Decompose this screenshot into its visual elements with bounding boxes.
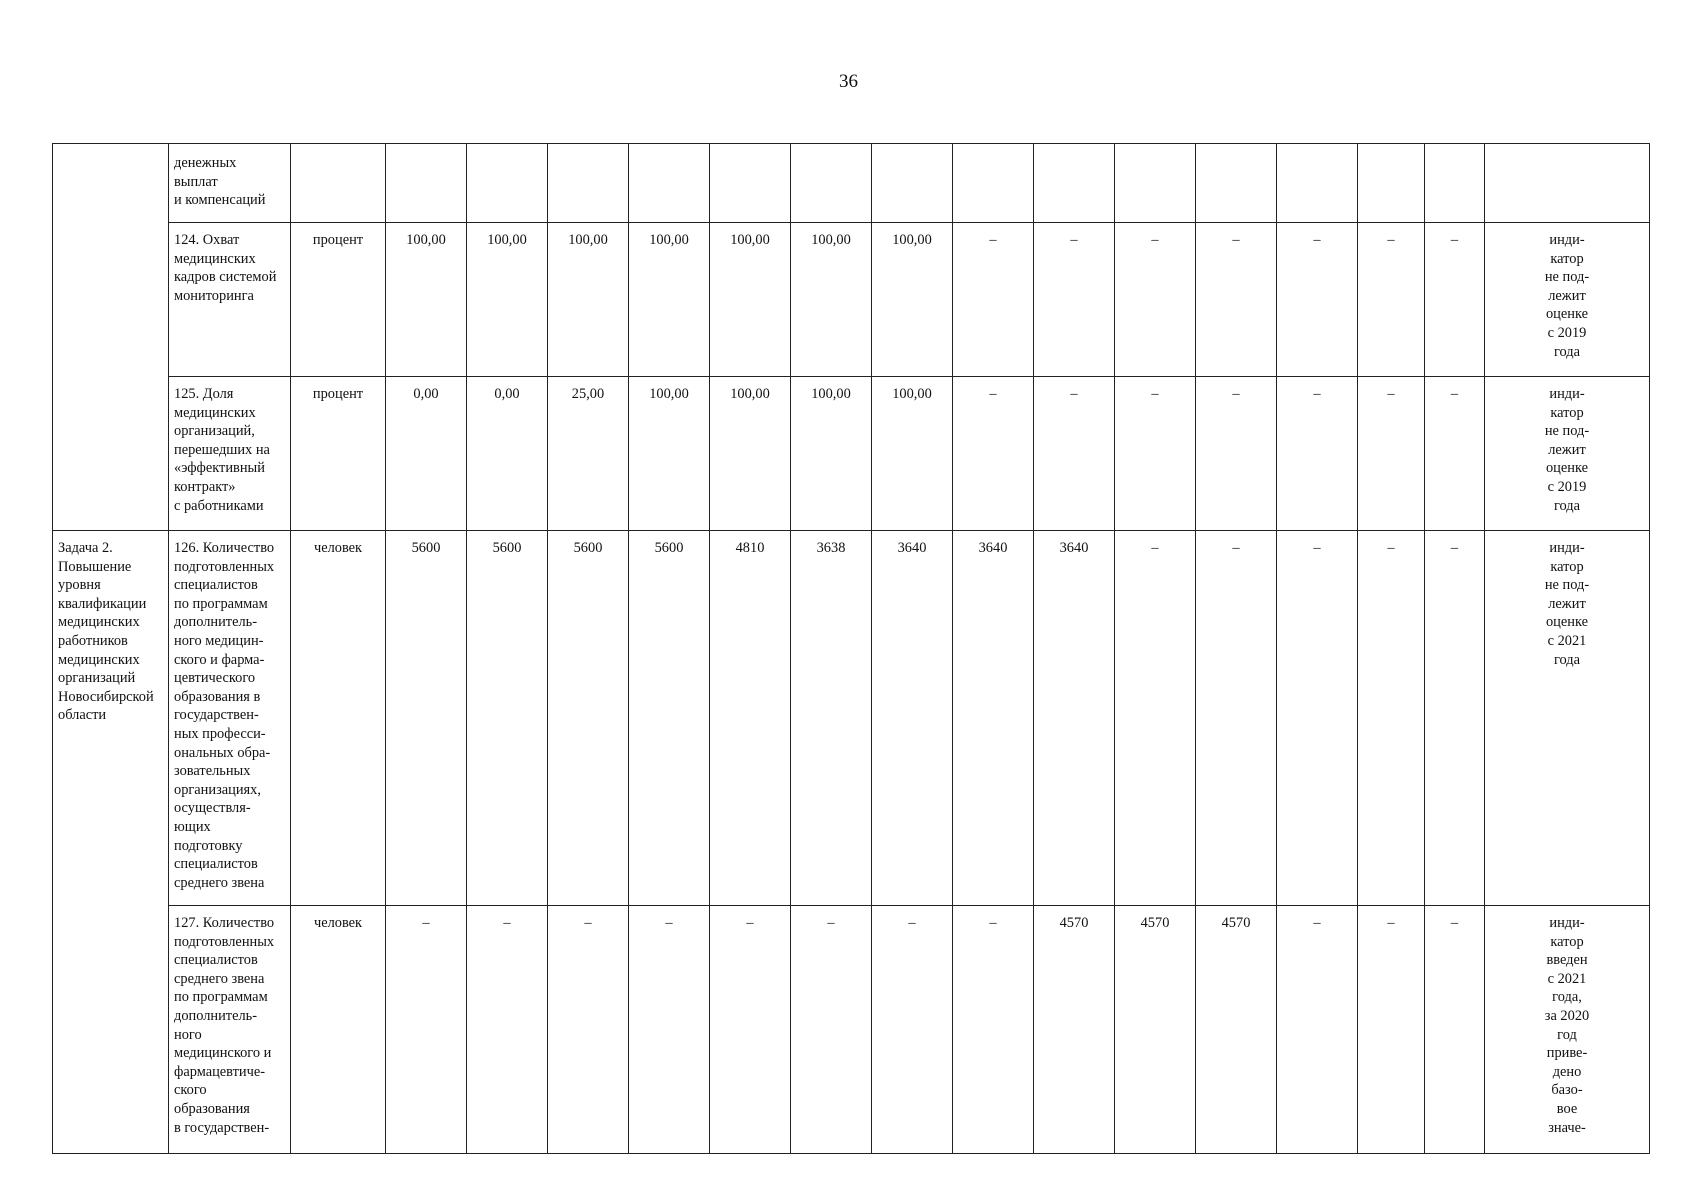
value-cell: 100,00 bbox=[791, 377, 872, 531]
value-cell: – bbox=[1034, 223, 1115, 377]
value-cell: – bbox=[1425, 531, 1485, 906]
value-cell: 5600 bbox=[467, 531, 548, 906]
value-cell bbox=[872, 144, 953, 223]
note-cell bbox=[1485, 144, 1650, 223]
value-cell: – bbox=[710, 906, 791, 1154]
indicators-table bbox=[52, 143, 1650, 1154]
note-cell: инди- катор введен с 2021 года, за 2020 год приве- дено базо- вое значе- bbox=[1485, 906, 1650, 1154]
value-cell: – bbox=[1425, 223, 1485, 377]
value-cell bbox=[386, 144, 467, 223]
value-cell bbox=[710, 144, 791, 223]
indicator-cell: 127. Количество подготовленных специалистов среднего звена по программам дополнитель- ного медицинского и фармацевтиче- ского образования в государствен- bbox=[169, 906, 291, 1154]
value-cell: 3640 bbox=[872, 531, 953, 906]
table-row bbox=[53, 144, 1650, 223]
table-row bbox=[53, 531, 1650, 906]
value-cell: 3640 bbox=[1034, 531, 1115, 906]
value-cell: 4570 bbox=[1196, 906, 1277, 1154]
unit-cell: процент bbox=[291, 223, 386, 377]
value-cell: 100,00 bbox=[872, 223, 953, 377]
value-cell: 100,00 bbox=[791, 223, 872, 377]
value-cell: – bbox=[1358, 223, 1425, 377]
value-cell: – bbox=[1034, 377, 1115, 531]
value-cell bbox=[1358, 144, 1425, 223]
value-cell bbox=[1196, 144, 1277, 223]
value-cell: – bbox=[1115, 377, 1196, 531]
value-cell bbox=[1115, 144, 1196, 223]
value-cell: – bbox=[1358, 531, 1425, 906]
value-cell: – bbox=[1196, 531, 1277, 906]
value-cell: – bbox=[1115, 531, 1196, 906]
value-cell: 3640 bbox=[953, 531, 1034, 906]
value-cell bbox=[629, 144, 710, 223]
value-cell bbox=[791, 144, 872, 223]
value-cell: – bbox=[1425, 377, 1485, 531]
value-cell: 5600 bbox=[386, 531, 467, 906]
task-cell: Задача 2. Повышение уровня квалификации медицинских работников медицинских организаций Новосибирской области bbox=[53, 531, 169, 1154]
value-cell: – bbox=[953, 377, 1034, 531]
unit-cell bbox=[291, 144, 386, 223]
value-cell: 100,00 bbox=[629, 223, 710, 377]
value-cell: – bbox=[1277, 377, 1358, 531]
table-row bbox=[53, 377, 1650, 531]
value-cell: – bbox=[1277, 906, 1358, 1154]
value-cell: – bbox=[1196, 377, 1277, 531]
value-cell: 4570 bbox=[1034, 906, 1115, 1154]
indicator-cell: 126. Количество подготовленных специалистов по программам дополнитель- ного медицин- ского и фарма- цевтического образования в государствен- ных професси- ональных обра- зовательных организациях, осуществля- ющих подготовку специалистов среднего звена bbox=[169, 531, 291, 906]
value-cell: – bbox=[1358, 906, 1425, 1154]
table-row bbox=[53, 906, 1650, 1154]
value-cell: 100,00 bbox=[386, 223, 467, 377]
value-cell: 100,00 bbox=[629, 377, 710, 531]
indicator-cell: 124. Охват медицинских кадров системой мониторинга bbox=[169, 223, 291, 377]
value-cell: – bbox=[1358, 377, 1425, 531]
value-cell: 0,00 bbox=[386, 377, 467, 531]
value-cell bbox=[1277, 144, 1358, 223]
value-cell: – bbox=[548, 906, 629, 1154]
value-cell bbox=[467, 144, 548, 223]
value-cell: 0,00 bbox=[467, 377, 548, 531]
note-cell: инди- катор не под- лежит оценке с 2019 года bbox=[1485, 377, 1650, 531]
value-cell: 4570 bbox=[1115, 906, 1196, 1154]
value-cell: 25,00 bbox=[548, 377, 629, 531]
value-cell: 100,00 bbox=[710, 377, 791, 531]
value-cell: – bbox=[791, 906, 872, 1154]
value-cell: – bbox=[386, 906, 467, 1154]
value-cell: – bbox=[953, 223, 1034, 377]
value-cell: – bbox=[1277, 223, 1358, 377]
note-cell: инди- катор не под- лежит оценке с 2021 года bbox=[1485, 531, 1650, 906]
value-cell: – bbox=[1277, 531, 1358, 906]
value-cell: – bbox=[467, 906, 548, 1154]
value-cell: 3638 bbox=[791, 531, 872, 906]
value-cell: 5600 bbox=[548, 531, 629, 906]
value-cell: – bbox=[872, 906, 953, 1154]
value-cell: 4810 bbox=[710, 531, 791, 906]
value-cell: 100,00 bbox=[548, 223, 629, 377]
value-cell: – bbox=[1425, 906, 1485, 1154]
indicator-cell: 125. Доля медицинских организаций, перешедших на «эффективный контракт» с работниками bbox=[169, 377, 291, 531]
value-cell bbox=[1034, 144, 1115, 223]
value-cell: – bbox=[1115, 223, 1196, 377]
unit-cell: человек bbox=[291, 906, 386, 1154]
value-cell bbox=[548, 144, 629, 223]
value-cell: 100,00 bbox=[467, 223, 548, 377]
value-cell: – bbox=[629, 906, 710, 1154]
note-cell: инди- катор не под- лежит оценке с 2019 года bbox=[1485, 223, 1650, 377]
table-row bbox=[53, 223, 1650, 377]
value-cell bbox=[953, 144, 1034, 223]
value-cell bbox=[1425, 144, 1485, 223]
unit-cell: человек bbox=[291, 531, 386, 906]
value-cell: 100,00 bbox=[710, 223, 791, 377]
task-cell bbox=[53, 144, 169, 531]
value-cell: 100,00 bbox=[872, 377, 953, 531]
indicator-cell: денежных выплат и компенсаций bbox=[169, 144, 291, 223]
value-cell: – bbox=[953, 906, 1034, 1154]
value-cell: 5600 bbox=[629, 531, 710, 906]
page-number: 36 bbox=[839, 71, 858, 92]
value-cell: – bbox=[1196, 223, 1277, 377]
unit-cell: процент bbox=[291, 377, 386, 531]
